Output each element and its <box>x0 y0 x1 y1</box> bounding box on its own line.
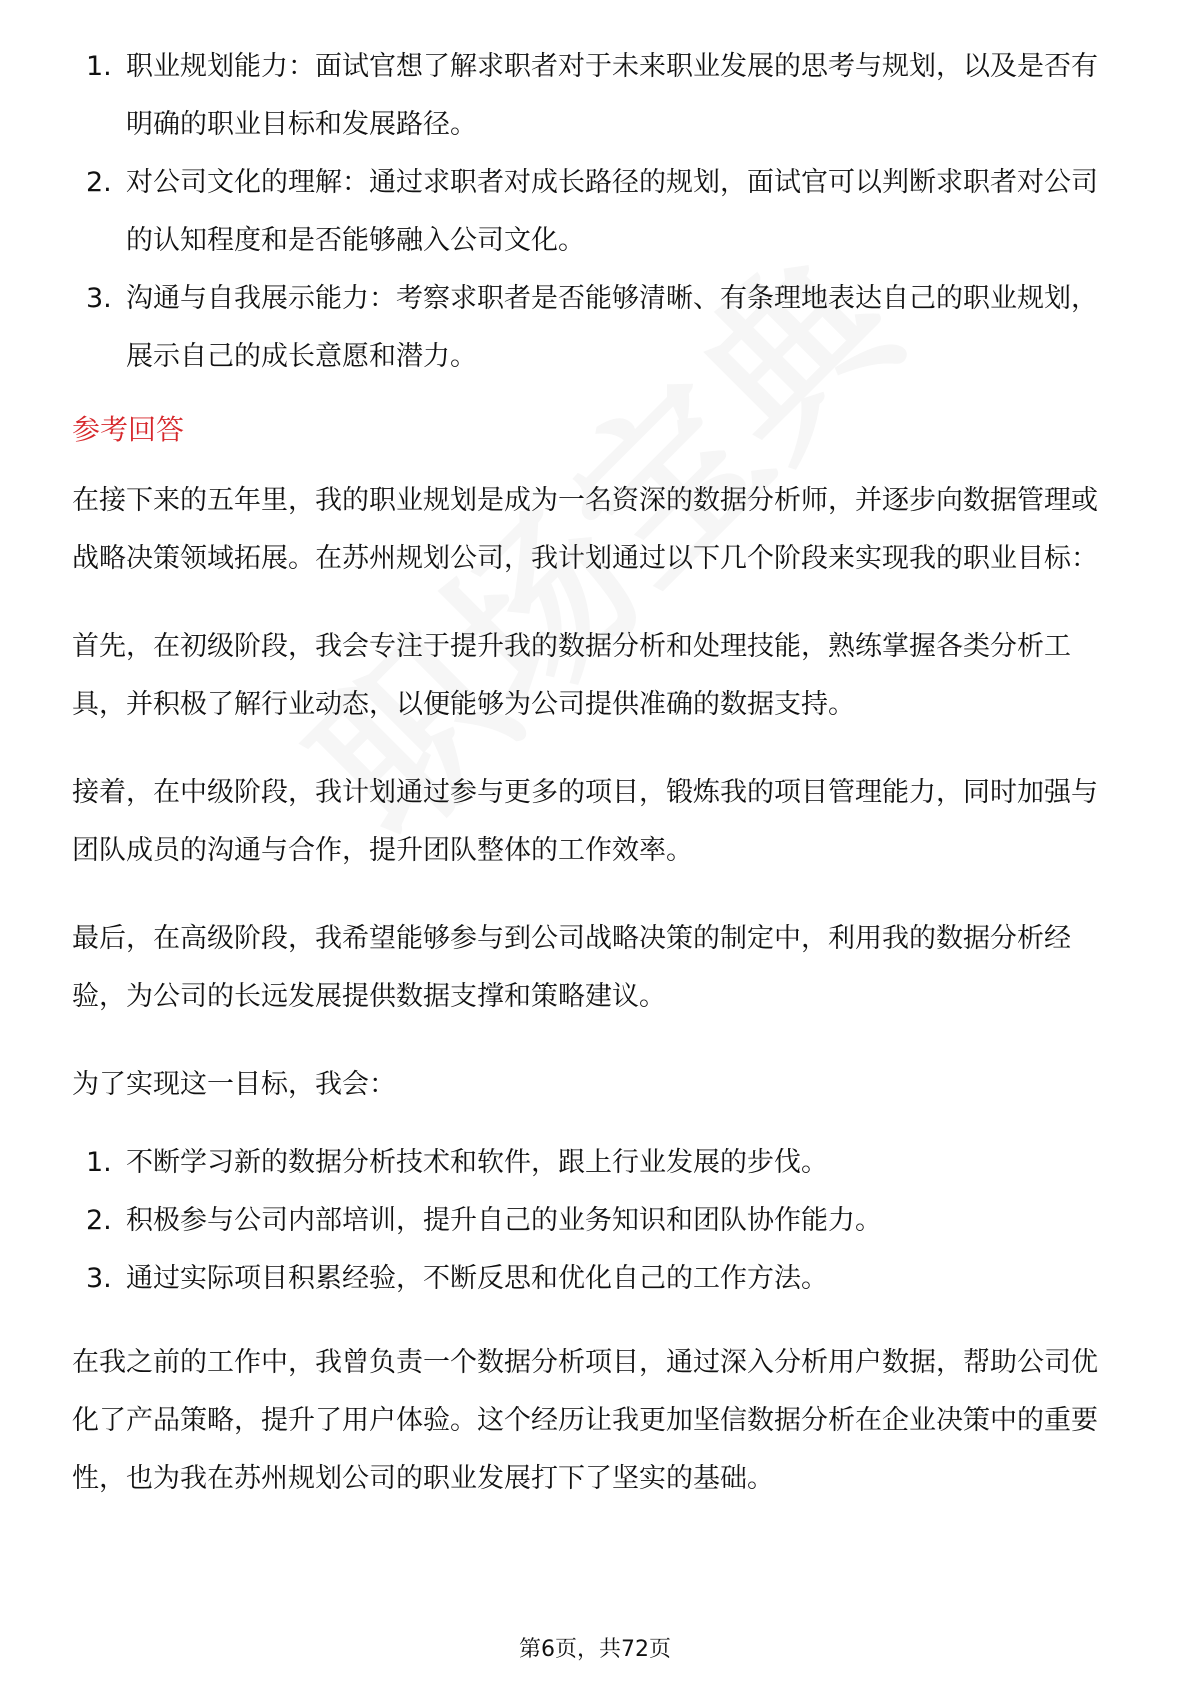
paragraph: 在接下来的五年里，我的职业规划是成为一名资深的数据分析师，并逐步向数据管理或战略决策领域拓展。在苏州规划公司，我计划通过以下几个阶段来实现我的职业目标： <box>72 485 1098 574</box>
list-number: 1. <box>86 51 112 82</box>
list-number: 3. <box>86 283 112 314</box>
list-number: 2. <box>86 167 112 198</box>
paragraph: 接着，在中级阶段，我计划通过参与更多的项目，锻炼我的项目管理能力，同时加强与团队成员的沟通与合作，提升团队整体的工作效率。 <box>72 777 1098 866</box>
paragraph: 最后，在高级阶段，我希望能够参与到公司战略决策的制定中，利用我的数据分析经验，为公司的长远发展提供数据支撑和策略建议。 <box>72 923 1071 1012</box>
list-text: 职业规划能力：面试官想了解求职者对于未来职业发展的思考与规划，以及是否有明确的职业目标和发展路径。 <box>126 51 1098 140</box>
content <box>72 38 1122 1538</box>
list-text: 对公司文化的理解：通过求职者对成长路径的规划，面试官可以判断求职者对公司的认知程度和是否能够融入公司文化。 <box>126 167 1098 256</box>
list-item <box>72 1250 1122 1308</box>
paragraph: 首先，在初级阶段，我会专注于提升我的数据分析和处理技能，熟练掌握各类分析工具，并积极了解行业动态，以便能够为公司提供准确的数据支持。 <box>72 631 1071 720</box>
list-number: 2. <box>86 1205 112 1236</box>
intro-list <box>72 38 1122 386</box>
goal-list <box>72 1134 1122 1308</box>
list-item <box>72 38 1122 154</box>
page-footer: 第6页，共72页 <box>519 1637 671 1662</box>
section-title: 参考回答 <box>72 413 185 446</box>
list-text: 沟通与自我展示能力：考察求职者是否能够清晰、有条理地表达自己的职业规划，展示自己的成长意愿和潜力。 <box>126 283 1098 372</box>
list-item <box>72 270 1122 386</box>
list-number: 1. <box>86 1147 112 1178</box>
closing-paragraph: 在我之前的工作中，我曾负责一个数据分析项目，通过深入分析用户数据，帮助公司优化了产品策略，提升了用户体验。这个经历让我更加坚信数据分析在企业决策中的重要性，也为我在苏州规划公司的职业发展打下了坚实的基础。 <box>72 1347 1098 1494</box>
list-number: 3. <box>86 1263 112 1294</box>
list-item <box>72 1134 1122 1192</box>
list-item <box>72 1192 1122 1250</box>
list-text: 通过实际项目积累经验，不断反思和优化自己的工作方法。 <box>126 1263 828 1294</box>
list-item <box>72 154 1122 270</box>
list-text: 积极参与公司内部培训，提升自己的业务知识和团队协作能力。 <box>126 1205 882 1236</box>
paragraph: 为了实现这一目标，我会： <box>72 1069 396 1100</box>
list-text: 不断学习新的数据分析技术和软件，跟上行业发展的步伐。 <box>126 1147 828 1178</box>
